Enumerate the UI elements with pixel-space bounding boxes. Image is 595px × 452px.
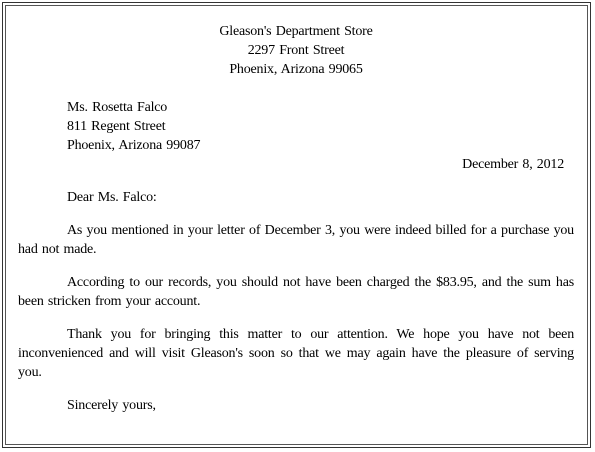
recipient-city-state-zip: Phoenix, Arizona 99087 xyxy=(67,138,201,153)
inside-address xyxy=(18,98,574,155)
complimentary-closing: Sincerely yours, xyxy=(67,398,156,413)
body-paragraph-3: Thank you for bringing this matter to our attention. We hope you have not been inconvenienced and will visit Gleason's soon so that we may again have the pleasure of serving you. xyxy=(18,327,574,380)
recipient-name: Ms. Rosetta Falco xyxy=(67,100,168,115)
body-paragraph-1: As you mentioned in your letter of December 3, you were indeed billed for a purchase you had not made. xyxy=(18,223,574,257)
salutation: Dear Ms. Falco: xyxy=(67,190,157,205)
letterhead xyxy=(18,22,574,79)
store-city-state-zip: Phoenix, Arizona 99065 xyxy=(229,62,363,77)
store-name: Gleason's Department Store xyxy=(219,24,373,39)
recipient-street: 811 Regent Street xyxy=(67,119,166,134)
letter-date: December 8, 2012 xyxy=(462,157,564,172)
store-street: 2297 Front Street xyxy=(247,43,345,58)
business-letter xyxy=(18,22,574,415)
body-paragraph-2: According to our records, you should not have been charged the $83.95, and the sum has been stricken from your account. xyxy=(18,275,574,309)
